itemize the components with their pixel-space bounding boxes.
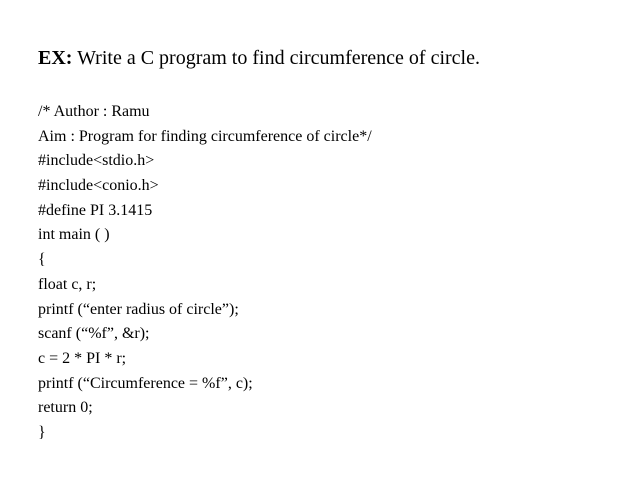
code-line: } [38,423,46,441]
code-line: #include<conio.h> [38,177,159,195]
title-label: EX: [38,47,73,69]
code-line: scanf (“%f”, &r); [38,325,150,343]
title-text: Write a C program to find circumference of circle. [72,47,480,69]
code-line: printf (“enter radius of circle”); [38,300,239,318]
code-line: printf (“Circumference = %f”, c); [38,374,253,392]
code-line: int main ( ) [38,226,110,244]
code-line: c = 2 * PI * r; [38,349,127,367]
slide-title [38,46,480,70]
code-line: return 0; [38,399,93,417]
code-line: { [38,251,46,269]
code-line: Aim : Program for finding circumference of circle*/ [38,127,372,145]
code-line: #define PI 3.1415 [38,201,153,219]
code-line: float c, r; [38,275,97,293]
code-line: #include<stdio.h> [38,152,155,170]
code-listing [38,100,372,446]
code-line: /* Author : Ramu [38,103,150,120]
